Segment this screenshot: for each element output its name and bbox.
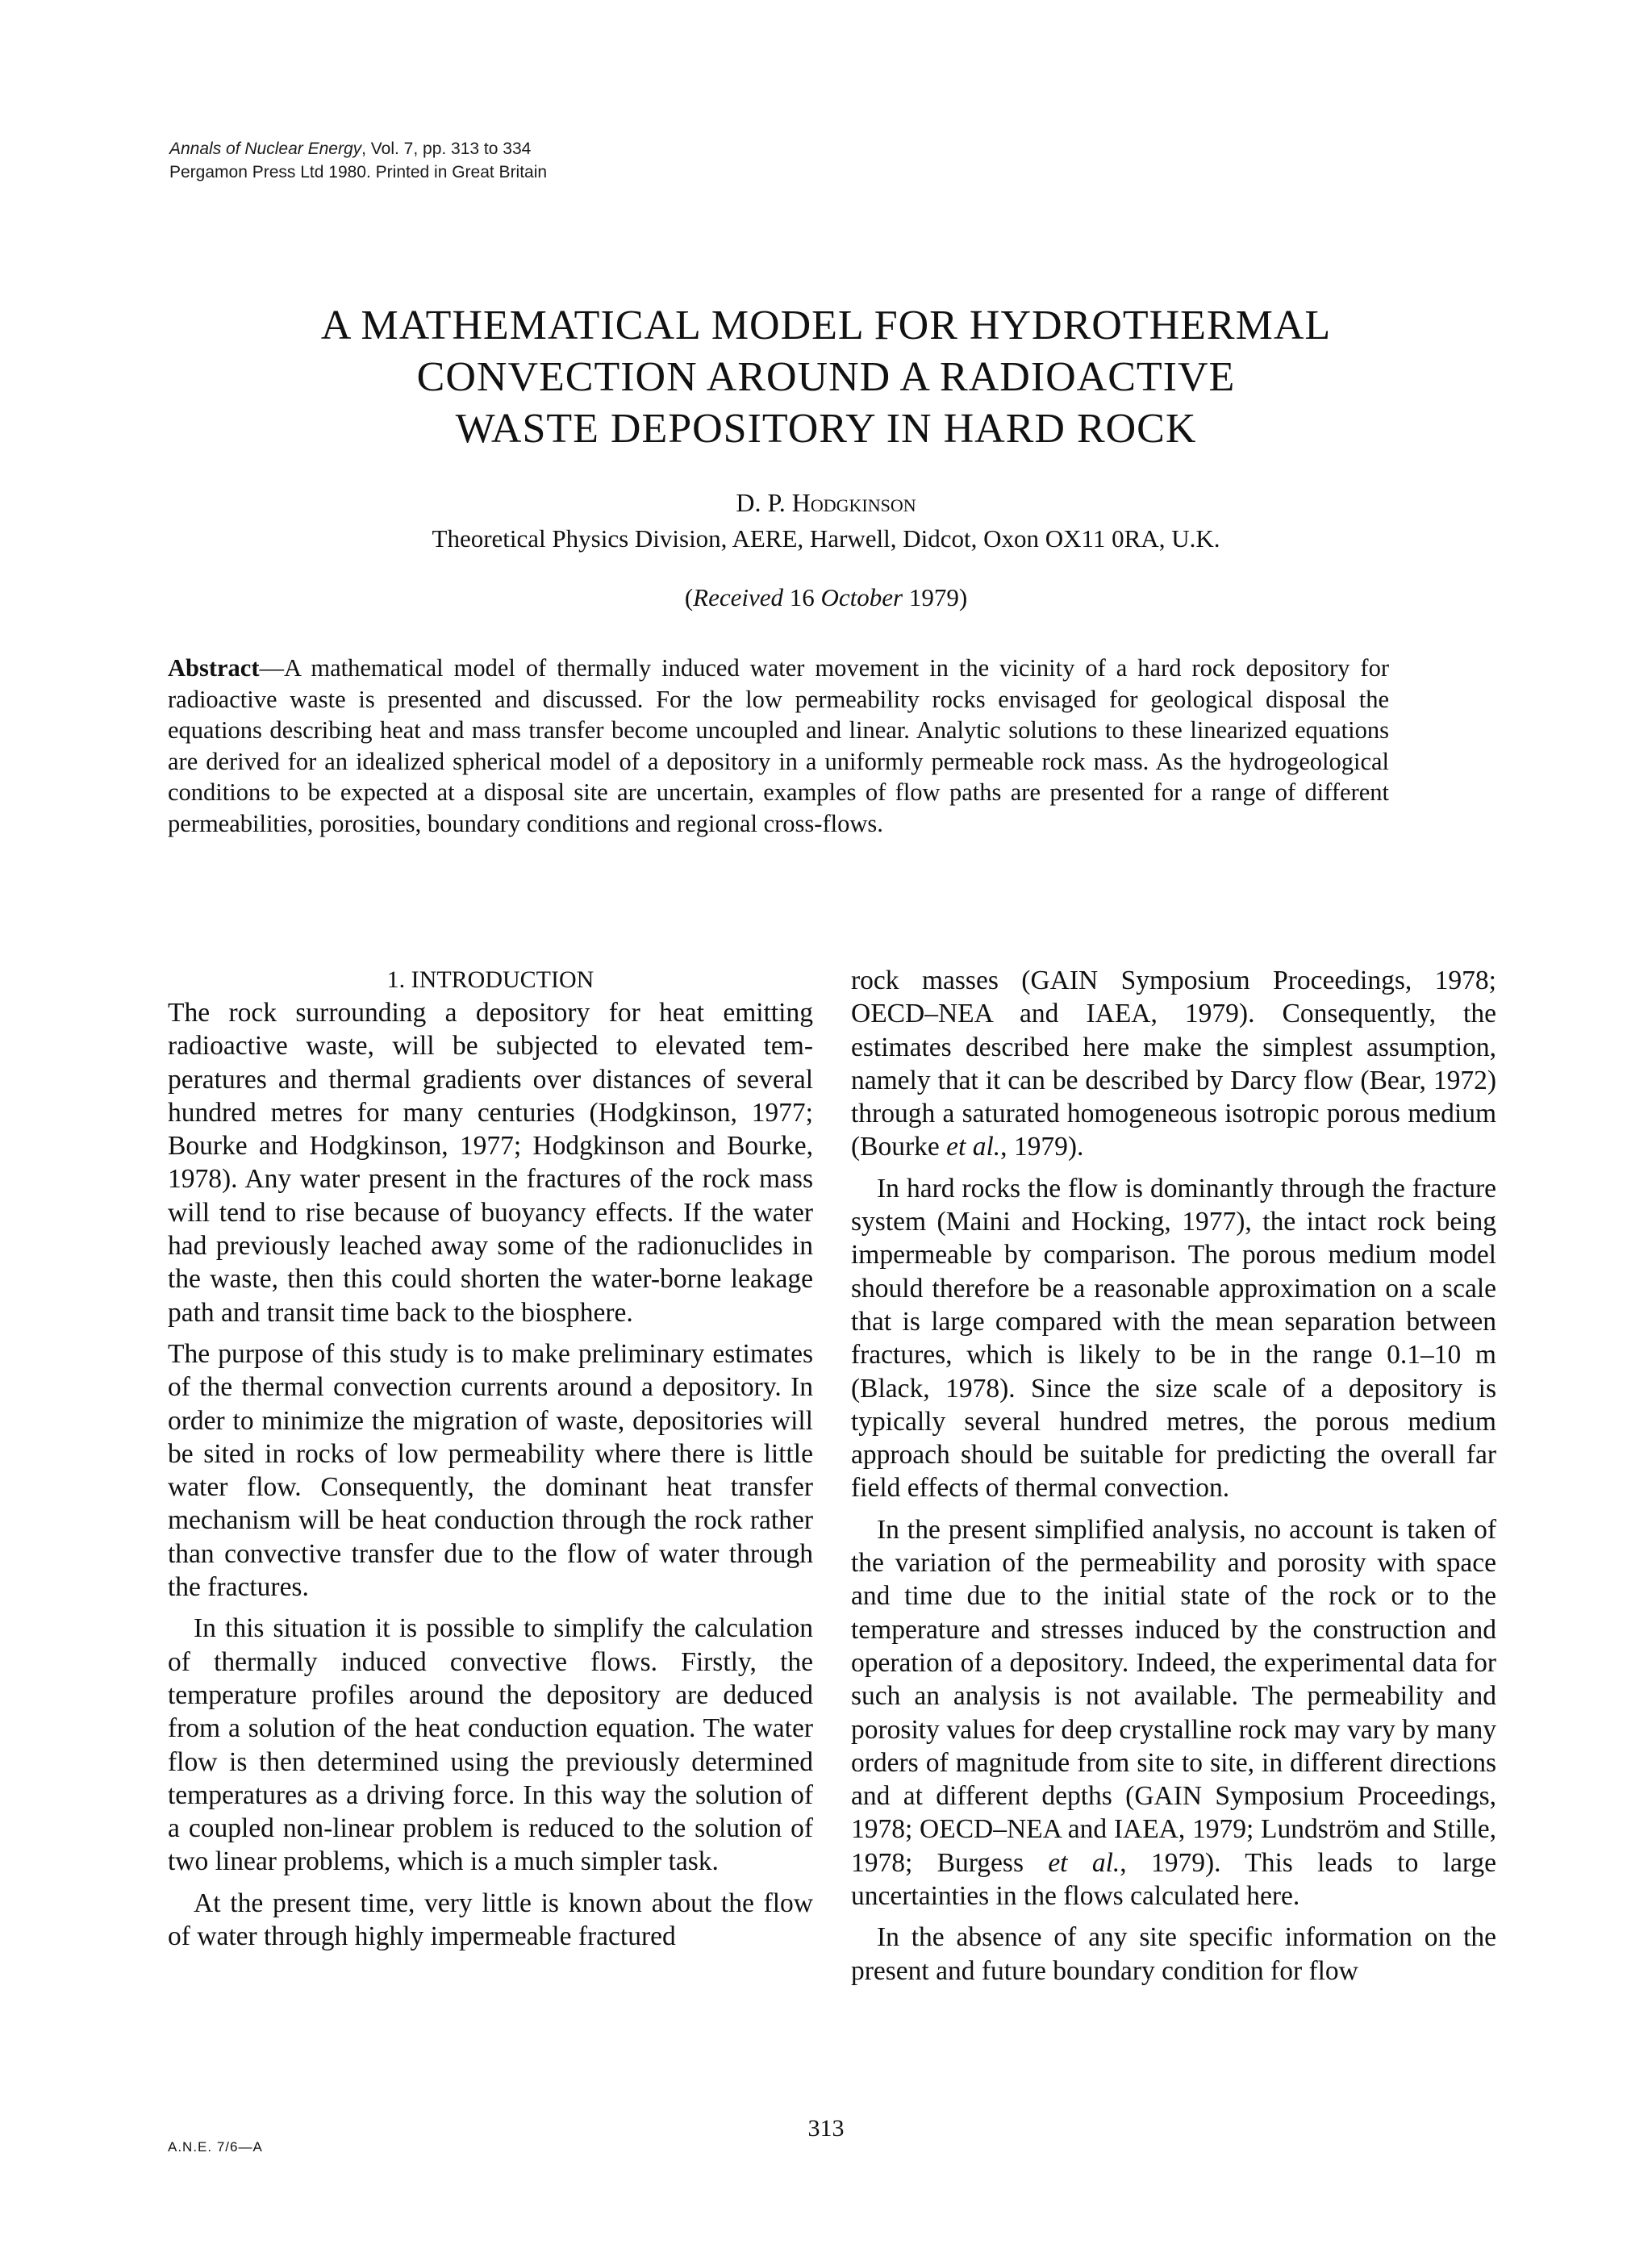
title-line-1: A MATHEMATICAL MODEL FOR HYDROTHERMAL — [320, 302, 1332, 348]
author-surname: Hodgkinson — [791, 488, 916, 517]
received-day: 16 — [783, 583, 821, 611]
author-initials: D. P. — [736, 488, 792, 517]
paragraph — [851, 964, 1496, 1164]
author — [0, 486, 1652, 519]
left-column — [168, 964, 813, 1961]
paragraph: The rock surrounding a depository for heat emitting radioactive waste, will be subjected to elevated temperatures and thermal gradients over distances of several hundred metres for many centuries (Hodgkinson, 1977; Bourke and Hodgkinson, 1977; Hodgkinson and Bourke, 1978). Any water present in the fractures of the rock mass will tend to rise because of buoyancy effects. If the water had previously leached away some of the radionuclides in the waste, then this could shorten the water-borne leakage path and transit time back to the biosphere. — [168, 998, 813, 1328]
page-number: 313 — [807, 2115, 845, 2142]
journal-name: Annals of Nuclear Energy — [169, 140, 362, 158]
received-month: October — [820, 583, 903, 611]
journal-header — [169, 137, 547, 184]
paragraph-text: rock masses (GAIN Symposium Proceedings, 1978; OECD–NEA and IAEA, 1979). Consequently, the estimates described here make the simplest assumption, namely that it can be described by Darcy flow (Bear, 1972) through a saturated homogeneous isotropic porous medium (Bourke — [851, 966, 1496, 1162]
paragraph-text: , 1979). — [1000, 1132, 1084, 1162]
abstract — [168, 653, 1389, 839]
received-open-paren: ( — [684, 583, 694, 611]
affiliation: Theoretical Physics Division, AERE, Harwell, Didcot, Oxon OX11 0RA, U.K. — [432, 524, 1220, 553]
received-word: Received — [693, 583, 783, 611]
right-column — [851, 964, 1496, 1996]
publisher-line: Pergamon Press Ltd 1980. Printed in Great Britain — [169, 163, 548, 181]
paragraph: The purpose of this study is to make preliminary estimates of the thermal convection currents around a depository. In order to minimize the migration of waste, depositories will be sited in rocks of low permeability where there is little water flow. Consequently, the dominant heat transfer mechanism will be heat conduction through the rock rather than convective transfer due to the flow of water through the fractures. — [168, 1338, 813, 1603]
paragraph: In the absence of any site specific information on the present and future boundary condition for flow — [851, 1922, 1496, 1986]
abstract-text: —A mathematical model of thermally induced water movement in the vicinity of a hard rock depository for radioactive waste is presented and discussed. For the low permeability rocks envisaged for geological disposal the equations describing heat and mass transfer become uncoupled and linear. Analytic solutions to these linearized equations are derived for an idealized spherical model of a depository in a uniformly permeable rock mass. As the hydrogeological conditions to be expected at a disposal site are uncertain, examples of flow paths are presented for a range of different permeabilities, porosities, boundary conditions and regional cross-flows. — [168, 654, 1389, 837]
title-line-2: CONVECTION AROUND A RADIOACTIVE — [416, 354, 1236, 400]
paragraph — [851, 1513, 1496, 1913]
abstract-label: Abstract — [168, 654, 260, 682]
title-line-3: WASTE DEPOSITORY IN HARD ROCK — [455, 406, 1197, 452]
et-al: et al. — [946, 1132, 1001, 1162]
section-heading-introduction: 1. INTRODUCTION — [386, 966, 594, 993]
journal-citation-line — [169, 137, 547, 161]
paragraph: In hard rocks the flow is dominantly through the fracture system (Maini and Hocking, 1977), the intact rock being impermeable by comparison. The porous medium model should therefore be a reasonable approximation on a scale that is large compared with the mean separation between fractures, which is likely to be in the range 0.1–10 m (Black, 1978). Since the size scale of a depository is typically several hundred metres, the porous medium approach should be suitable for predicting the overall far field effects of thermal convection. — [851, 1173, 1496, 1504]
received-date — [0, 582, 1652, 614]
journal-volume: , Vol. 7, pp. 313 to 334 — [361, 140, 532, 158]
paragraph: In this situation it is possible to simplify the calculation of thermally induced convective flows. Firstly, the temperature profiles around the depository are deduced from a solution of the heat conduction equation. The water flow is then determined using the previously determined temperatures as a driving force. In this way the solution of a coupled non-linear problem is reduced to the solution of two linear problems, which is a much simpler task. — [168, 1613, 813, 1877]
paragraph-text: In the present simplified analysis, no account is taken of the variation of the permeability and porosity with space and time due to the initial state of the rock or to the temperature and stresses induced by the construction and operation of a depository. Indeed, the experimental data for such an analysis is not available. The permeability and porosity values for deep crystalline rock may vary by many orders of magnitude from site to site, in different directions and at different depths (GAIN Symposium Proceedings, 1978; OECD–NEA and IAEA, 1979; Lundström and Stille, 1978; Burgess — [851, 1514, 1496, 1878]
footer-code: A.N.E. 7/6—A — [168, 2139, 263, 2155]
et-al: et al. — [1048, 1847, 1120, 1878]
paragraph: At the present time, very little is known about the flow of water through highly impermeable fractured — [168, 1888, 813, 1952]
received-year: 1979) — [903, 583, 968, 611]
paragraph-text: , 1979). This leads to large uncertainties in the flows calculated here. — [851, 1847, 1497, 1912]
paper-title — [0, 300, 1652, 455]
